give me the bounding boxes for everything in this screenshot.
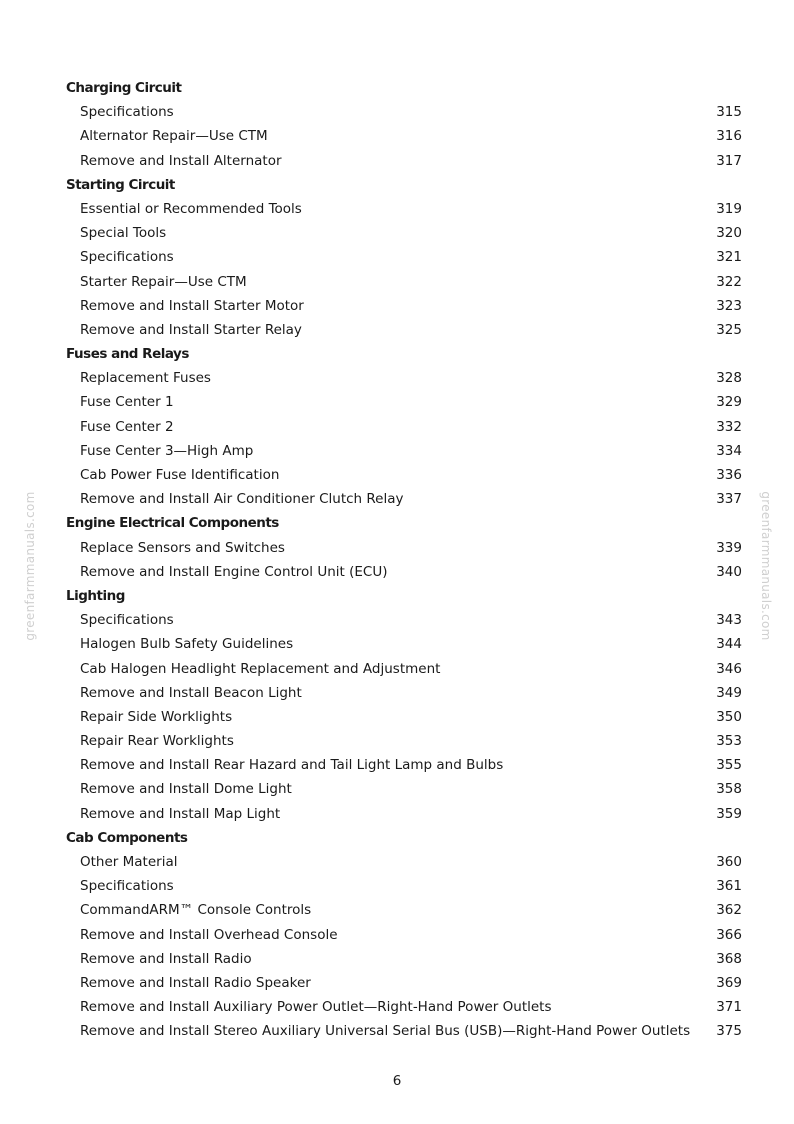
toc-entry[interactable] (66, 270, 742, 294)
toc-entry[interactable] (66, 923, 742, 947)
toc-entry-label: Starter Repair—Use CTM (80, 273, 247, 290)
toc-entry-page: 329 (716, 394, 742, 411)
toc-entry-label: CommandARM™ Console Controls (80, 902, 312, 919)
toc-entry-label: Special Tools (80, 225, 167, 242)
toc-entry[interactable] (66, 681, 742, 705)
toc-entry-page: 362 (716, 902, 742, 919)
toc-entry[interactable] (66, 608, 742, 632)
toc-entry-label: Remove and Install Beacon Light (80, 684, 302, 701)
toc-entry-page: 315 (716, 104, 742, 121)
toc-entry[interactable] (66, 753, 742, 777)
toc-entry[interactable] (66, 221, 742, 245)
toc-entry[interactable] (66, 294, 742, 318)
toc-entry[interactable] (66, 390, 742, 414)
section-title[interactable]: Engine Electrical Components (66, 515, 279, 532)
toc-entry-label: Specifications (80, 249, 174, 266)
toc-entry-label: Remove and Install Auxiliary Power Outlet—Right-Hand Power Outlets (80, 999, 552, 1016)
toc-entry-page: 320 (716, 225, 742, 242)
toc-entry-label: Halogen Bulb Safety Guidelines (80, 636, 294, 653)
toc-entry-page: 358 (716, 781, 742, 798)
toc-entry[interactable] (66, 632, 742, 656)
toc-entry[interactable] (66, 318, 742, 342)
toc-entry[interactable] (66, 657, 742, 681)
section-title[interactable]: Cab Components (66, 829, 188, 846)
toc-entry-page: 366 (716, 926, 742, 943)
toc-entry-label: Fuse Center 1 (80, 394, 174, 411)
toc-entry-page: 371 (716, 999, 742, 1016)
toc-entry-page: 343 (716, 612, 742, 629)
toc-entry-label: Remove and Install Air Conditioner Clutch Relay (80, 491, 404, 508)
toc-entry-label: Replacement Fuses (80, 370, 211, 387)
toc-entry-page: 355 (716, 757, 742, 774)
toc-entry-page: 321 (716, 249, 742, 266)
section-title[interactable]: Starting Circuit (66, 176, 175, 193)
toc-entry-label: Specifications (80, 878, 174, 895)
toc-entry[interactable] (66, 850, 742, 874)
toc-entry[interactable] (66, 415, 742, 439)
toc-entry[interactable] (66, 1019, 742, 1043)
toc-entry-page: 368 (716, 950, 742, 967)
toc-entry[interactable] (66, 245, 742, 269)
toc-entry-page: 328 (716, 370, 742, 387)
toc-entry-label: Other Material (80, 854, 178, 870)
toc-entry-page: 322 (716, 273, 742, 290)
toc-entry-label: Fuse Center 2 (80, 418, 174, 435)
toc-entry-label: Cab Halogen Headlight Replacement and Adjustment (80, 660, 441, 677)
toc-entry-page: 369 (716, 974, 742, 991)
toc-entry-label: Remove and Install Rear Hazard and Tail Light Lamp and Bulbs (80, 757, 504, 774)
toc-entry[interactable] (66, 124, 742, 148)
toc-entry-page: 323 (716, 297, 742, 314)
toc-entry-label: Remove and Install Dome Light (80, 781, 292, 798)
section-title[interactable]: Lighting (66, 587, 125, 604)
toc-entry-label: Remove and Install Starter Relay (80, 321, 302, 338)
toc-entry-page: 319 (716, 200, 742, 217)
toc-entry[interactable] (66, 802, 742, 826)
toc-entry-label: Remove and Install Radio Speaker (80, 974, 311, 991)
toc-entry-page: 316 (716, 128, 742, 145)
toc-entry[interactable] (66, 463, 742, 487)
watermark-right: greenfarmmanuals.com (759, 491, 773, 641)
toc-entry[interactable] (66, 197, 742, 221)
section-title[interactable]: Charging Circuit (66, 80, 182, 96)
toc-entry-page: 353 (716, 733, 742, 750)
toc-entry[interactable] (66, 487, 742, 511)
toc-entry-label: Specifications (80, 612, 174, 629)
toc-entry[interactable] (66, 100, 742, 124)
toc-entry-page: 346 (716, 660, 742, 677)
toc-entry[interactable] (66, 439, 742, 463)
toc-entry-page: 336 (716, 467, 742, 483)
toc-entry-label: Remove and Install Alternator (80, 152, 282, 169)
toc-entry-label: Specifications (80, 104, 174, 121)
toc-entry[interactable] (66, 536, 742, 560)
toc-entry-page: 339 (716, 539, 742, 556)
toc-entry-label: Alternator Repair—Use CTM (80, 128, 268, 145)
toc-entry-page: 332 (716, 418, 742, 435)
toc-entry[interactable] (66, 995, 742, 1019)
toc-entry[interactable] (66, 971, 742, 995)
toc-entry-label: Remove and Install Map Light (80, 805, 281, 822)
toc-entry-label: Remove and Install Overhead Console (80, 926, 338, 943)
table-of-contents (66, 76, 742, 1044)
toc-entry-label: Repair Side Worklights (80, 708, 233, 725)
toc-entry-label: Cab Power Fuse Identification (80, 467, 280, 483)
toc-entry-page: 325 (716, 321, 742, 338)
section-title[interactable]: Fuses and Relays (66, 346, 189, 363)
toc-entry[interactable] (66, 560, 742, 584)
toc-entry-page: 375 (716, 1023, 742, 1040)
toc-entry-page: 359 (716, 805, 742, 822)
toc-entry-page: 350 (716, 708, 742, 725)
toc-entry-page: 361 (716, 878, 742, 895)
toc-entry-page: 334 (716, 442, 742, 459)
toc-entry[interactable] (66, 366, 742, 390)
toc-entry-label: Fuse Center 3—High Amp (80, 442, 254, 459)
toc-entry-label: Essential or Recommended Tools (80, 200, 302, 217)
toc-entry[interactable] (66, 777, 742, 801)
toc-entry[interactable] (66, 874, 742, 898)
toc-entry-label: Replace Sensors and Switches (80, 539, 285, 556)
toc-entry-page: 349 (716, 684, 742, 701)
toc-entry-label: Remove and Install Starter Motor (80, 297, 304, 314)
toc-entry-label: Remove and Install Radio (80, 950, 252, 967)
toc-entry[interactable] (66, 729, 742, 753)
toc-entry-page: 344 (716, 636, 742, 653)
toc-entry-page: 360 (716, 854, 742, 870)
toc-entry-page: 317 (716, 152, 742, 169)
toc-entry-label: Remove and Install Engine Control Unit (ECU) (80, 563, 388, 580)
toc-entry[interactable] (66, 705, 742, 729)
watermark-left: greenfarmmanuals.com (23, 491, 37, 641)
toc-entry-page: 340 (716, 563, 742, 580)
toc-entry[interactable] (66, 149, 742, 173)
page-number: 6 (392, 1073, 402, 1089)
toc-entry-page: 337 (716, 491, 742, 508)
toc-entry-label: Remove and Install Stereo Auxiliary Universal Serial Bus (USB)—Right-Hand Power Outlets (80, 1023, 691, 1040)
toc-entry[interactable] (66, 947, 742, 971)
toc-entry-label: Repair Rear Worklights (80, 733, 234, 750)
toc-entry[interactable] (66, 898, 742, 922)
